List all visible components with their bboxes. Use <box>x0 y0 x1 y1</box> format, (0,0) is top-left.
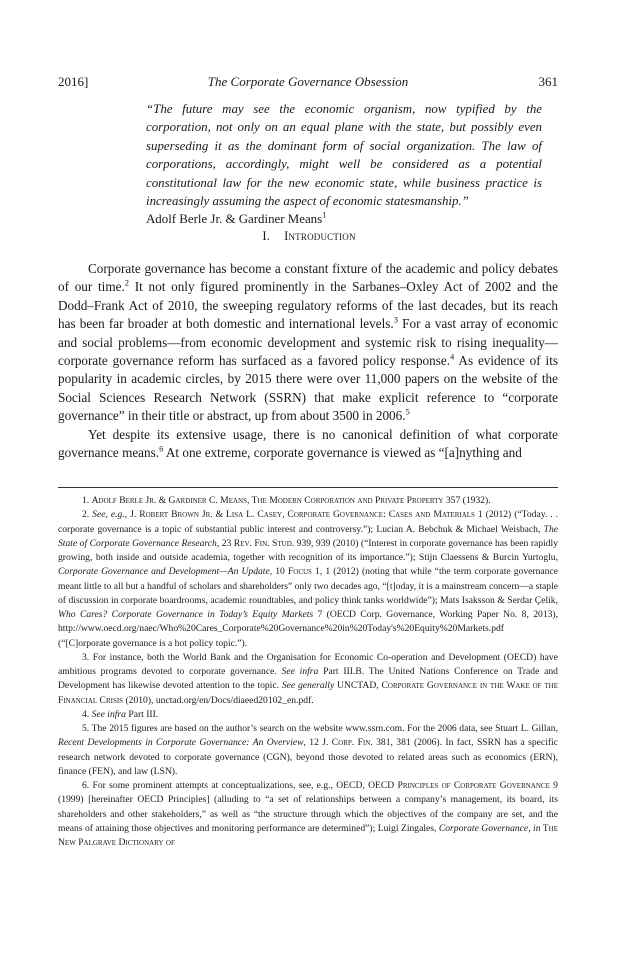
paragraph-2 <box>58 426 558 463</box>
volume-year: 2016] <box>58 74 89 89</box>
journal-name: J. Corp. Fin. <box>322 737 373 749</box>
running-header <box>58 74 558 92</box>
text-run: 6. For some prominent attempts at conceptualizations, see, e.g., OECD, <box>82 780 369 791</box>
body-text <box>58 260 558 462</box>
text-run: Corporate governance has become a constant fixture of the academic and policy debates of our time. <box>58 261 558 295</box>
article-title: Corporate Governance <box>438 822 529 834</box>
text-run: 357 (1932). <box>443 495 491 506</box>
text-run: Part III. <box>125 708 159 720</box>
citation-title: Adolf Berle Jr. & Gardiner C. Means, The Modern Corporation and Private Property <box>91 495 444 506</box>
text-run: 5. The 2015 figures are based on the author’s search on the website www.ssrn.com. For the 2006 data, see Stuart L. Gillan, <box>82 723 558 734</box>
text-run: For a vast array of economic and social problems—from economic development and systemic risk to rising inequality—corporate governance reform has surfaced as a favored policy response. <box>58 316 559 369</box>
citation-title: Corporate Governance in the Wake of the Financial Crisis <box>58 680 558 706</box>
signal: See infra <box>91 708 126 720</box>
signal: See infra <box>281 666 319 677</box>
section-number: I. <box>262 229 271 243</box>
text-run: 9 (1999) [hereinafter OECD Principles] (alluding to “a set of relationships between a company’s management, its board, its shareholders and other stakeholders,” as well as “the structure through which the objectives of the company are set, and the means of attaining those objectives and monitoring performance are determined”); Luigi Zingales, <box>58 780 558 834</box>
text-run: 1, 1 (2012) (noting that while “the term corporate governance meant little to all but a handful of scholars and shareholders” only two decades ago, “[t]oday, it is a mainstream concern—a staple of discussion in corporate boardrooms, academic roundtables, and policy think tanks worldwide”); Mats Isaksson & Serdar Çelik, <box>58 566 558 606</box>
text-run: 2. <box>82 509 93 521</box>
citation-title: J. Robert Brown Jr. & Lisa L. Casey, Corporate Governance: Cases and Materials <box>130 509 475 521</box>
footnote-ref-6[interactable]: 6 <box>159 443 164 454</box>
footnote-5 <box>58 722 558 779</box>
footnote-3 <box>58 651 558 708</box>
text-run: , 10 <box>269 566 288 578</box>
footnote-ref-3[interactable]: 3 <box>393 314 398 325</box>
text-run: , <box>528 822 534 834</box>
article-title: Who Cares? Corporate Governance in Today’s Equity Markets <box>58 609 314 620</box>
text-run: Yet despite its extensive usage, there is no canonical definition of what corporate governance means. <box>58 426 558 461</box>
page-number: 361 <box>538 74 558 89</box>
text-run: 381, 381 (2006). In fact, SSRN has a specific research network devoted to corporate governance (CGN), beyond those devoted to related areas such as economics (ERN), finance (FEN), and law (LSN). <box>58 737 558 777</box>
section-title: Introduction <box>284 229 356 243</box>
footnotes <box>58 494 558 850</box>
citation-title: OECD Principles of Corporate Governance <box>368 780 550 791</box>
footnote-ref-4[interactable]: 4 <box>450 351 455 362</box>
text-run: 1 (2012) (“Today. . . corporate governance is a topic of substantial public interest and controversy.”); Lucian A. Bebchuk & Michael Weisbach, <box>58 509 559 535</box>
text-run: , 23 <box>216 537 234 549</box>
text-run: It not only figured prominently in the Sarbanes–Oxley Act of 2002 and the Dodd–Frank Act of 2010, the sweeping regulatory reforms of the last decades, but its reach has been far broader at both domestic and international levels. <box>58 279 558 332</box>
text-run: 3. For instance, both the World Bank and the Organisation for Economic Co-operation and Development (OECD) have ambitious programs devoted to corporate governance. <box>58 651 558 677</box>
section-heading <box>0 229 618 244</box>
text-run: As evidence of its popularity in academic circles, by 2015 there were over 11,000 papers on the website of the Social Sciences Research Network (SSRN) that make explicit reference to “corporate governance” in their title or abstract, up from about 3500 in 2006. <box>58 353 558 424</box>
article-title: The State of Corporate Governance Research <box>58 523 558 549</box>
footnote-ref-1[interactable]: 1 <box>322 210 327 221</box>
epigraph <box>146 100 542 229</box>
text-run: , <box>124 509 131 521</box>
footnote-6 <box>58 779 558 850</box>
epigraph-quote: “The future may see the economic organism, now typified by the corporation, not only on an equal plane with the state, but possibly even superseding it as the dominant form of social organization. The law of corporations, accordingly, might well be considered as a potential constitutional law for the new economic state, while business practice is increasingly assuming the aspect of economic statesmanship.” <box>146 102 542 209</box>
text-run: At one extreme, corporate governance is viewed as “[a]nything and <box>163 445 522 461</box>
footnote-divider <box>58 487 558 488</box>
journal-name: Rev. Fin. Stud. <box>233 537 295 549</box>
text-run: 7 (OECD Corp. Governance, Working Paper No. 8, 2013), http://www.oecd.org/naec/Who%20Cares_Corporate%20Governance%20in%20Today's%20Equity%20Markets.pdf (“[C]orporate governance is a hot policy topic.”). <box>58 609 559 649</box>
text-run: (2010), unctad.org/en/Docs/diaeed20102_en.pdf. <box>123 694 314 706</box>
signal: See generally <box>281 680 335 692</box>
text-run: 4. <box>82 708 92 720</box>
signal: See, e.g. <box>92 509 125 521</box>
signal: in <box>533 822 541 834</box>
attribution-text: Adolf Berle Jr. & Gardiner Means <box>146 212 323 227</box>
epigraph-attribution <box>146 210 542 228</box>
text-run: 1. <box>82 495 92 506</box>
citation-title: The New Palgrave Dictionary of <box>58 822 558 848</box>
footnote-ref-2[interactable]: 2 <box>124 278 130 289</box>
footnote-ref-5[interactable]: 5 <box>405 406 410 417</box>
text-run: UNCTAD, <box>334 680 382 692</box>
footnote-4 <box>58 708 558 722</box>
paragraph-1 <box>58 260 558 426</box>
article-title: Recent Developments in Corporate Governance: An Overview <box>58 737 304 749</box>
text-run: , 12 <box>303 737 323 749</box>
footnote-2 <box>58 508 558 651</box>
running-title: The Corporate Governance Obsession <box>207 74 409 89</box>
journal-name: Focus <box>287 566 312 578</box>
article-title: Corporate Governance and Development—An Update <box>58 566 270 578</box>
text-run: Part III.B. The United Nations Conference on Trade and Development has likewise devoted attention to the topic. <box>58 666 558 692</box>
text-run: 939, 939 (2010) (“Interest in corporate governance has been rapidly growing, both inside and outside academia, together with recognition of its importance.”); Stijn Claessens & Burcin Yurtoglu, <box>58 537 559 563</box>
footnote-1 <box>58 494 558 508</box>
